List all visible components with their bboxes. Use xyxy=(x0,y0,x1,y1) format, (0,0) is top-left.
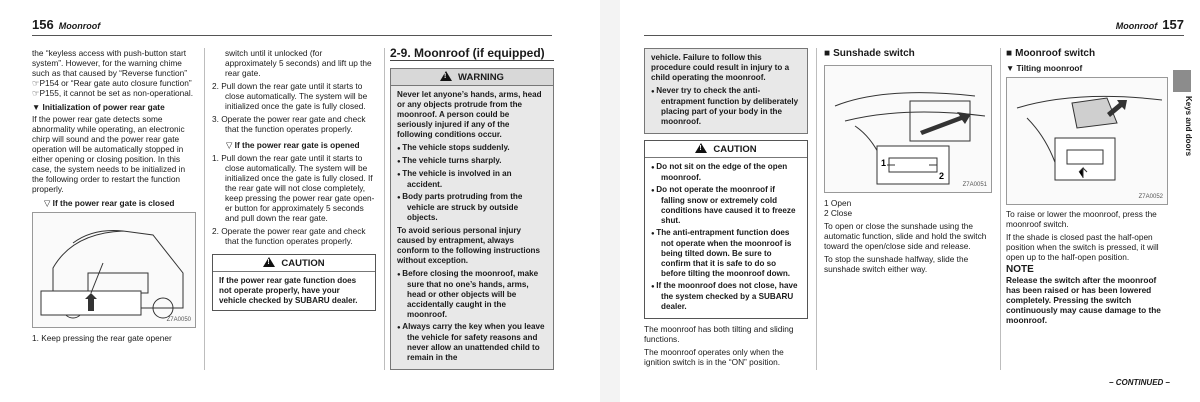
closed-steps xyxy=(212,81,376,134)
chapter-tab-label: Keys and doors xyxy=(1184,96,1193,157)
warning-body xyxy=(391,86,553,369)
right-caution-box xyxy=(644,140,808,319)
closed-step-3: 3. Operate the power rear gate and check that the function operates properly. xyxy=(212,114,366,134)
moonroof-switch-illustration xyxy=(1007,78,1167,204)
warning-box-cont xyxy=(644,48,808,134)
right-header-rule xyxy=(644,35,1184,36)
caution-item: ● If the moonroof does not close, have the system checked by a SUBARU dealer. xyxy=(651,281,801,312)
caution-item: ● The anti-entrapment function does not operate when the moonroof is being tilted down. Be sure to confirm that it is safe to do so before tilting the moonroof down. xyxy=(651,228,801,279)
closed-step-1: 1. Keep pressing the rear gate opener xyxy=(32,333,172,343)
moonroof-switch-figure xyxy=(1006,77,1168,205)
sunshade-illustration xyxy=(825,66,991,192)
right-page xyxy=(620,0,1200,402)
caution-icon xyxy=(263,257,275,267)
note-title: NOTE xyxy=(1006,264,1034,275)
sunshade-title: Sunshade switch xyxy=(833,48,915,59)
left-col-2 xyxy=(212,48,376,311)
warning-cont-list xyxy=(651,86,801,127)
warning-item: ● Before closing the moonroof, make sure that no one’s hands, arms, head or other objects will be accidentally caught in the moonroof. xyxy=(397,269,547,320)
warning-cont-body xyxy=(645,49,807,133)
warning-item: ● The vehicle is involved in an accident. xyxy=(397,169,547,190)
left-divider-2 xyxy=(384,48,385,370)
intro-text: the “keyless access with push-button start system”. However, for the warning chime such as that caused by “Reverse function” ☞P154 or “Rear gate auto closure function” ☞P155, it cannot be set as non-operational. xyxy=(32,48,194,98)
moonroof-switch-para-2: If the shade is closed past the half-open position when the switch is pressed, it will open up to the half-open position. xyxy=(1006,232,1159,262)
square-bullet-icon: ■ xyxy=(824,48,831,59)
sunshade-figure-code: Z7A0051 xyxy=(962,182,987,188)
warning-box xyxy=(390,68,554,370)
left-page-number: 156 xyxy=(32,17,54,32)
left-header-rule xyxy=(32,35,552,36)
warning-item: ● The vehicle turns sharply. xyxy=(397,156,547,167)
opened-steps xyxy=(212,153,376,246)
sunshade-legend-2: 2 Close xyxy=(824,208,853,218)
warning-cont-text: vehicle. Failure to follow this procedure could result in injury to a child operating the moonroof. xyxy=(651,53,790,82)
right-header xyxy=(1116,17,1184,33)
moonroof-figure-code: Z7A0052 xyxy=(1138,194,1163,200)
warning-item: ● Body parts protruding from the vehicle are struck by outside objects. xyxy=(397,192,547,223)
right-caution-body xyxy=(645,158,807,318)
rear-gate-figure xyxy=(32,212,196,328)
opened-heading: ▽ If the power rear gate is opened xyxy=(226,140,360,150)
sunshade-para-2: To stop the sunshade halfway, slide the sunshade switch either way. xyxy=(824,254,969,274)
svg-text:1: 1 xyxy=(881,158,887,168)
right-col-1 xyxy=(644,48,808,370)
warning-list-1 xyxy=(397,143,547,223)
sunshade-figure xyxy=(824,65,992,193)
right-divider-1 xyxy=(816,48,817,370)
closed-heading: ▽ If the power rear gate is closed xyxy=(44,198,175,208)
caution-item: ● Do not operate the moonroof if falling snow or extremely cold conditions have caused it to freeze shut. xyxy=(651,185,801,226)
left-col-1 xyxy=(32,48,196,346)
right-caution-title-row xyxy=(645,141,807,158)
square-bullet-icon: ■ xyxy=(1006,48,1013,59)
init-heading: ▼ Initialization of power rear gate xyxy=(32,102,165,112)
warning-item: ● Always carry the key when you leave the vehicle for safety reasons and never allow an unattended child to remain in the xyxy=(397,322,547,363)
opened-step-2: 2. Operate the power rear gate and check that the function operates properly. xyxy=(212,226,366,246)
moonroof-switch-title: Moonroof switch xyxy=(1015,48,1096,59)
rear-gate-illustration xyxy=(33,213,195,327)
section-title: 2-9. Moonroof (if equipped) xyxy=(390,48,554,61)
sunshade-para-1: To open or close the sunshade using the automatic function, slide and hold the switch toward the open/close side and release. xyxy=(824,221,987,251)
closed-step-1-cont: switch until it unlocked (for approximately 5 seconds) and lift up the rear gate. xyxy=(225,48,372,78)
left-col-3 xyxy=(390,48,554,370)
left-caution-title-row xyxy=(213,255,375,272)
left-running-head: Moonroof xyxy=(58,21,101,31)
sunshade-title-row xyxy=(824,48,992,59)
rear-gate-figure-code: Z7A0050 xyxy=(166,317,191,323)
warning-intro: Never let anyone’s hands, arms, head or any objects protrude from the moonroof. A person could be seriously injured if any of the following conditions occur. xyxy=(397,90,542,139)
caution-item: ● Do not sit on the edge of the open moonroof. xyxy=(651,162,801,183)
init-text: If the power rear gate detects some abnormality while operating, an electronic chirp will sound and the power rear gate operation will be automatically stopped in either opening or closing position. In this case, the system needs to be initialized in the following order to restart the function properly. xyxy=(32,114,186,194)
moonroof-para-2: The moonroof operates only when the ignition switch is in the “ON” position. xyxy=(644,347,784,367)
right-page-number: 157 xyxy=(1162,17,1184,32)
left-caution-text: If the power rear gate function does not operate properly, have your vehicle checked by SUBARU dealer. xyxy=(213,272,375,310)
caution-list xyxy=(651,162,801,312)
right-divider-2 xyxy=(1000,48,1001,370)
warning-icon xyxy=(440,71,452,81)
chapter-tab xyxy=(1173,70,1191,92)
opened-step-1: 1. Pull down the rear gate until it starts to close automatically. The system will be initialized once the gate is fully closed. If the rear gate will not close completely, keep pressing the power rear gate open-er button for approximately 5 seconds and pull down the rear gate. xyxy=(212,153,375,223)
left-divider-1 xyxy=(204,48,205,370)
caution-icon xyxy=(695,143,707,153)
warning-title: WARNING xyxy=(458,72,504,83)
warning-title-row xyxy=(391,69,553,86)
right-caution-title: CAUTION xyxy=(713,144,757,155)
warning-list-2 xyxy=(397,269,547,363)
tilting-subtitle: ▼ Tilting moonroof xyxy=(1006,63,1083,73)
moonroof-switch-para-1: To raise or lower the moonroof, press the moonroof switch. xyxy=(1006,209,1157,229)
left-caution-title: CAUTION xyxy=(281,258,325,269)
moonroof-para-1: The moonroof has both tilting and sliding functions. xyxy=(644,324,794,344)
svg-text:2: 2 xyxy=(939,171,945,181)
continued-label: – CONTINUED – xyxy=(1109,378,1170,387)
moonroof-switch-title-row xyxy=(1006,48,1168,59)
closed-step-2: 2. Pull down the rear gate until it starts to close automatically. The system will be initialized once the gate is fully closed. xyxy=(212,81,368,111)
warning-mid: To avoid serious personal injury caused by entrapment, always conform to the following instructions without exception. xyxy=(397,226,540,265)
right-col-2 xyxy=(824,48,992,277)
page-gutter xyxy=(600,0,620,402)
left-header xyxy=(32,17,100,33)
note-text: Release the switch after the moonroof has been raised or has been lowered completely. Pressing the switch continuously may cause damage to the moonroof. xyxy=(1006,275,1161,325)
right-col-3 xyxy=(1006,48,1168,328)
warning-item: ● The vehicle stops suddenly. xyxy=(397,143,547,154)
right-running-head: Moonroof xyxy=(1115,21,1158,31)
warning-item: ● Never try to check the anti-entrapment function by deliberately placing part of your body in the moonroof. xyxy=(651,86,801,127)
left-caution-box xyxy=(212,254,376,311)
sunshade-legend-1: 1 Open xyxy=(824,198,852,208)
